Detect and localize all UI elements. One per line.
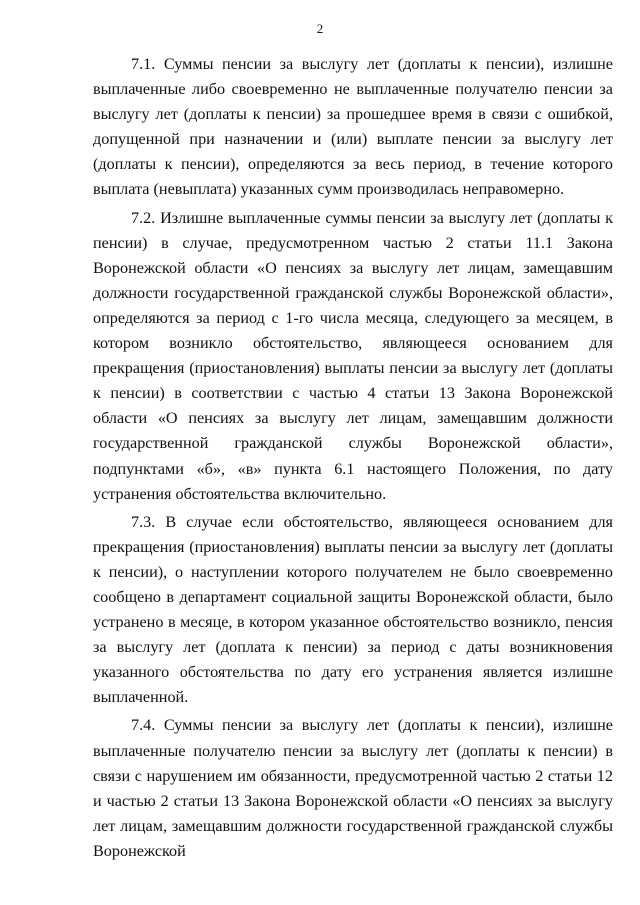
paragraph-7-3: 7.3. В случае если обстоятельство, являющееся основанием для прекращения (приостановления) выплаты пенсии за выслугу лет (доплаты к пенсии), о наступлении которого получателем не было своевременно сообщено в департамент социальной защиты Воронежской области, было устранено в месяце, в котором указанное обстоятельство возникло, пенсия за выслугу лет (доплата к пенсии) за период с даты возникновения указанного обстоятельства по дату его устранения является излишне выплаченной. bbox=[93, 512, 613, 707]
paragraph-7-4: 7.4. Суммы пенсии за выслугу лет (доплаты к пенсии), излишне выплаченные получателю пенсии за выслугу лет (доплаты к пенсии) в связи с нарушением им обязанности, предусмотренной частью 2 статьи 12 и частью 2 статьи 13 Закона Воронежской области «О пенсиях за выслугу лет лицам, замещавшим должности государственной гражданской службы Воронежской bbox=[93, 716, 613, 860]
page-number: 2 bbox=[316, 21, 324, 36]
paragraph-7-2: 7.2. Излишне выплаченные суммы пенсии за выслугу лет (доплаты к пенсии) в случае, предусмотренном частью 2 статьи 11.1 Закона Воронежской области «О пенсиях за выслугу лет лицам, замещавшим должности государственной гражданской службы Воронежской области», определяются за период с 1-го числа месяца, следующего за месяцем, в котором возникло обстоятельство, являющееся основанием для прекращения (приостановления) выплаты пенсии за выслугу лет (доплаты к пенсии) в соответствии с частью 4 статьи 13 Закона Воронежской области «О пенсиях за выслугу лет лицам, замещавшим должности государственной гражданской службы Воронежской области», подпунктами «б», «в» пункта 6.1 настоящего Положения, по дату устранения обстоятельства включительно. bbox=[93, 208, 613, 503]
paragraph-7-1: 7.1. Суммы пенсии за выслугу лет (доплаты к пенсии), излишне выплаченные либо своевременно не выплаченные получателю пенсии за выслугу лет (доплаты к пенсии) за прошедшее время в связи с ошибкой, допущенной при назначении и (или) выплате пенсии за выслугу лет (доплаты к пенсии), определяются за весь период, в течение которого выплата (невыплата) указанных сумм производилась неправомерно. bbox=[93, 55, 613, 199]
document-body bbox=[93, 52, 613, 867]
